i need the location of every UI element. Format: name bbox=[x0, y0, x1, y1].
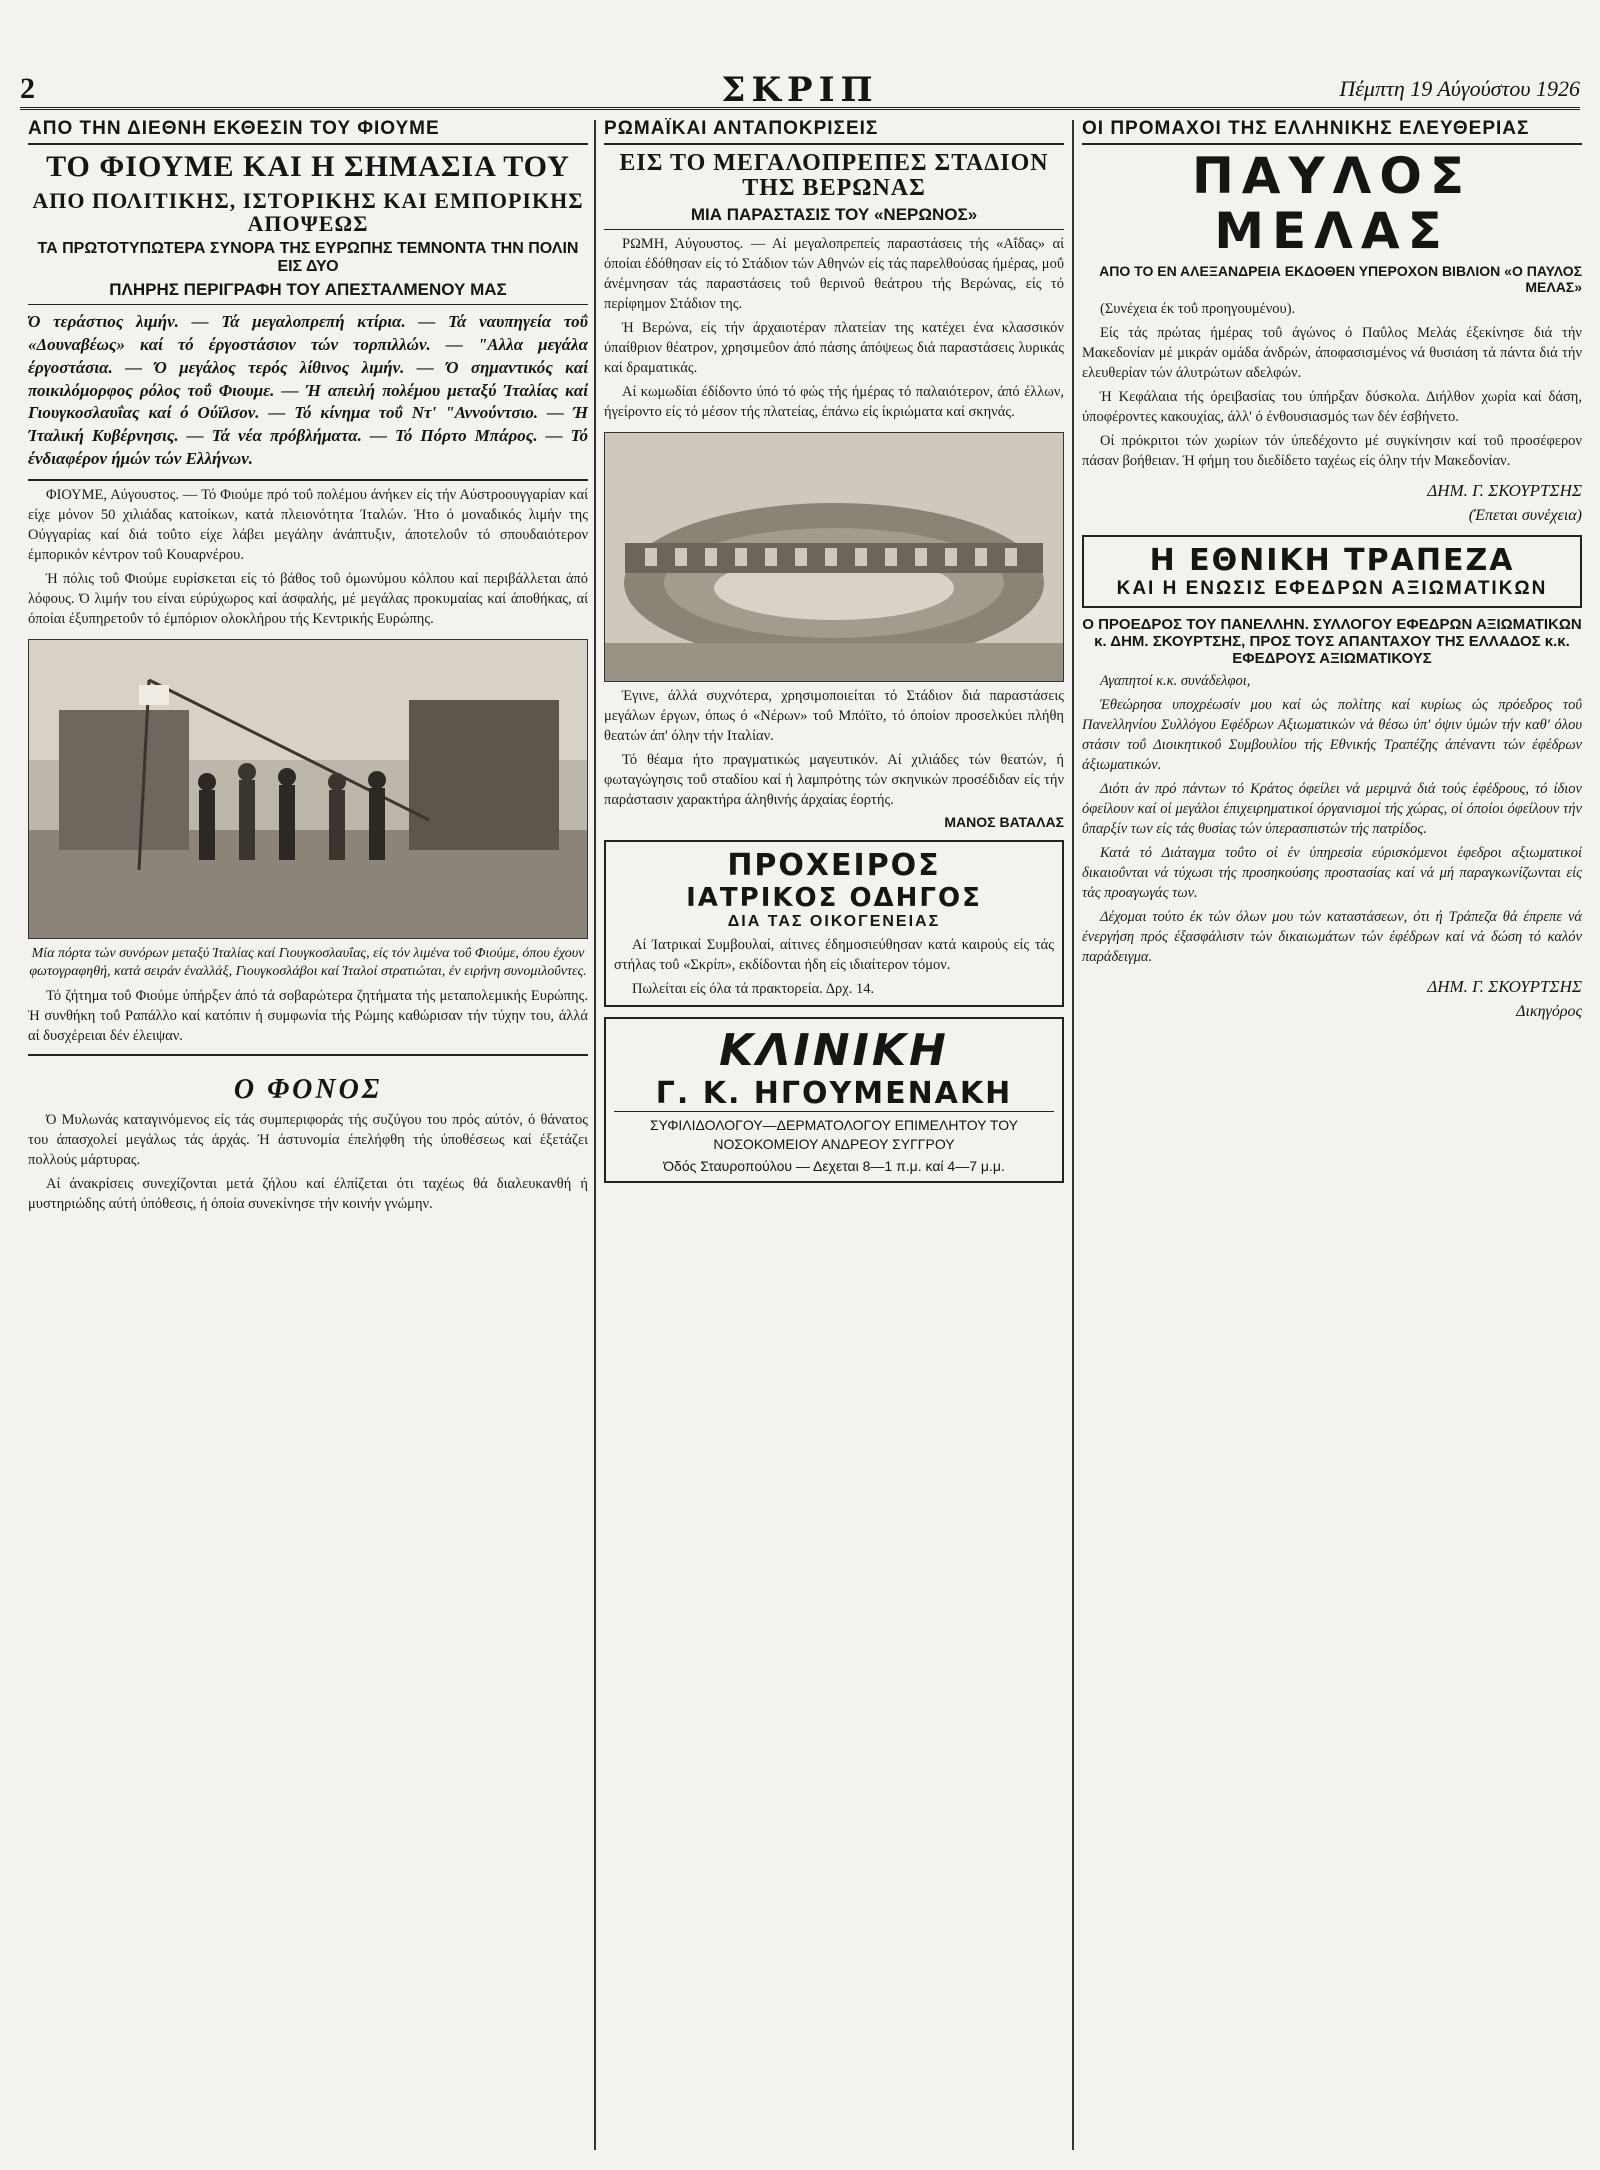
article-headline: ΤΟ ΦΙΟΥΜΕ ΚΑΙ Η ΣΗΜΑΣΙΑ ΤΟΥ bbox=[46, 150, 570, 183]
article-body bbox=[604, 234, 1064, 422]
paragraph: Ή πόλις τοΰ Φιούμε ευρίσκεται είς τό βάθος τοΰ όμωνύμου κόλπου καί περιβάλλεται άπό λόφους. Ό λιμήν του είναι εύρύχωρος καί άσφαλής, μέ μεγάλας προκυμαίας καί άποθήκας, αί όποίαι έξυπηρετοΰν τό έμπόριον ολοκλήρου τής Κεντρικής Ευρώπης. bbox=[28, 571, 588, 628]
section-title: Ο ΦΟΝΟΣ bbox=[233, 1073, 383, 1105]
ad-subtitle: ΔΙΑ ΤΑΣ ΟΙΚΟΓΕΝΕΙΑΣ bbox=[727, 913, 941, 931]
paper-name: ΣΚΡΙΠ bbox=[721, 70, 879, 110]
article-headline: Η ΕΘΝΙΚΗ ΤΡΑΠΕΖΑ bbox=[1149, 543, 1515, 578]
paragraph: Πωλείται είς όλα τά πρακτορεία. Δρχ. 14. bbox=[632, 981, 875, 998]
paragraph: Οί πρόκριτοι τών χωρίων τόν ύπεδέχοντο μέ συγκίνησιν καί τοΰ προσέφερον πάσαν βοήθειαν. Ή φήμη του διεδίδετο ταχέως είς όλην τήν Μακεδονίαν. bbox=[1082, 433, 1582, 469]
article-subheadline: ΚΑΙ Η ΕΝΩΣΙΣ ΕΦΕΔΡΩΝ ΑΞΙΩΜΑΤΙΚΩΝ bbox=[1116, 578, 1548, 599]
paragraph: Έθεώρησα υποχρέωσίν μου καί ώς πολίτης καί κυρίως ώς πρόεδρος τοΰ Πανελληνίου Συλλόγου Εφέδρων Αξιωματικών νά θέσω ύπ' όψιν ύμών τήν καθ' όλου στάσιν τοΰ Διοικητικοΰ Συμβουλίου τής Εθνικής Τραπέζης άπέναντι τών έφέδρων άξιωματικών. bbox=[1082, 697, 1582, 773]
article-body bbox=[28, 1110, 588, 1214]
article-byline: ΜΑΝΟΣ ΒΑΤΑΛΑΣ bbox=[944, 814, 1064, 831]
article-subdeck: ΜΙΑ ΠΑΡΑΣΤΑΣΙΣ ΤΟΥ «ΝΕΡΩΝΟΣ» bbox=[604, 205, 1064, 230]
border-photo bbox=[28, 639, 588, 939]
letter-signature-role: Δικηγόρος bbox=[1516, 1003, 1582, 1020]
arena-illustration-image bbox=[605, 433, 1063, 682]
arena-illustration bbox=[604, 432, 1064, 682]
paragraph: Κατά τό Διάταγμα τοΰτο οί έν ύπηρεσία εύρισκόμενοι έφεδροι αξιωματικοί δικαιοΰνται νά τύχωσι τής προσηκούσης προστασίας καί νά μή παραγκωνίζωνται είς τάς προαγωγάς των. bbox=[1082, 845, 1582, 901]
article-kicker: ΟΙ ΠΡΟΜΑΧΟΙ ΤΗΣ ΕΛΛΗΝΙΚΗΣ ΕΛΕΥΘΕΡΙΑΣ bbox=[1082, 118, 1582, 145]
article-signature: ΔΗΜ. Γ. ΣΚΟΥΡΤΣΗΣ bbox=[1427, 481, 1582, 500]
letter-signature: ΔΗΜ. Γ. ΣΚΟΥΡΤΣΗΣ bbox=[1427, 977, 1582, 996]
ad-medical-guide bbox=[604, 840, 1064, 1007]
photo-caption: Μία πόρτα τών συνόρων μεταξύ Ίταλίας καί Γιουγκοσλαυΐας, είς τόν λιμένα τοΰ Φιούμε, όπου έχουν φωτογραφηθή, κατά σειράν έναλλάξ, Γιουγκοσλάβοι καί Ίταλοί στρατιώται, έν ειρήνη συνομιλοΰντες. bbox=[29, 946, 587, 980]
article-national-bank bbox=[1082, 535, 1582, 608]
article-headline: ΕΙΣ ΤΟ ΜΕΓΑΛΟΠΡΕΠΕΣ ΣΤΑΔΙΟΝ ΤΗΣ ΒΕΡΩΝΑΣ bbox=[619, 150, 1049, 202]
article-fiume bbox=[28, 118, 588, 2138]
paragraph: (Συνέχεια έκ τοΰ προηγουμένου). bbox=[1100, 301, 1296, 317]
ad-clinic bbox=[604, 1017, 1064, 1183]
border-photo-image bbox=[29, 640, 587, 939]
article-body bbox=[1082, 299, 1582, 471]
paragraph: Τό ζήτημα τοΰ Φιούμε ύπήρξεν άπό τά σοβαρώτερα ζητήματα τής μεταπολεμικής Ευρώπης. Ή συνθήκη τοΰ Ραπάλλο καί κατόπιν ή συμφωνία τής Ρώμης καθώρισαν τήν τύχην του, άλλά αί δυσχέρειαι δέν έλειψαν. bbox=[28, 987, 588, 1044]
ad-title-secondary: ΙΑΤΡΙΚΟΣ ΟΔΗΓΟΣ bbox=[686, 883, 982, 914]
paragraph: Αί άνακρίσεις συνεχίζονται μετά ζήλου καί έλπίζεται ότι ταχέως θά διαλευκανθή ή μυστηριώδης αύτή ύπόθεσις, ή όποία συνεκίνησε τήν κοινήν γνώμην. bbox=[28, 1175, 588, 1212]
ad-text bbox=[614, 935, 1054, 999]
article-kicker: ΡΩΜΑΪΚΑΙ ΑΝΤΑΠΟΚΡΙΣΕΙΣ bbox=[604, 118, 1064, 145]
column-rule bbox=[594, 120, 596, 2150]
article-headline-secondary: ΑΠΟ ΠΟΛΙΤΙΚΗΣ, ΙΣΤΟΡΙΚΗΣ ΚΑΙ ΕΜΠΟΡΙΚΗΣ ΑΠΟΨΕΩΣ bbox=[32, 187, 584, 236]
paragraph: Είς τάς πρώτας ήμέρας τοΰ άγώνος ό Παΰλος Μελάς έξεκίνησε διά τήν Μακεδονίαν μέ μικράν ομάδα άνδρών, άποφασισμένος νά θυσιάση τά πάντα διά τήν ελευθερίαν τών άλυτρώτων αδελφών. bbox=[1082, 325, 1582, 381]
paragraph: ΦΙΟΥΜΕ, Αύγουστος. — Τό Φιούμε πρό τοΰ πολέμου άνήκεν είς τήν Αύστροουγγαρίαν καί είχε μόνον 50 χιλιάδας κατοίκων, κατά πλειονότητα Ίταλών. Ήτο ό μοναδικός λιμήν της Ούγγαρίας καί διά τοΰτο είχε λάβει μεγάλην άνάπτυξιν, άποτελοΰν τό σπουδαιότερον έμπορικόν κέντρον τοΰ Κουαρνέρου. bbox=[28, 487, 588, 564]
salutation: Αγαπητοί κ.κ. συνάδελφοι, bbox=[1100, 673, 1251, 689]
article-kicker: ΑΠΟ ΤΗΝ ΔΙΕΘΝΗ ΕΚΘΕΣΙΝ ΤΟΥ ΦΙΟΥΜΕ bbox=[28, 118, 588, 145]
paragraph: Ή Βερώνα, είς τήν άρχαιοτέραν πλατείαν της κατέχει ένα κλασσικόν ύπαίθριον θέατρον, χρησιμεΰον άπό πάσης άπόψεως διά παραστάσεις λυρικάς καί δραματικάς. bbox=[604, 320, 1064, 377]
paragraph: Αί Ίατρικαί Συμβουλαί, αίτινες έδημοσιεύθησαν κατά καιρούς είς τάς στήλας τοΰ «Σκρίπ», εκδίδονται ήδη είς ιδιαίτερον τόμον. bbox=[614, 937, 1054, 974]
divider bbox=[28, 1054, 588, 1056]
article-summary: Ό τεράστιος λιμήν. — Τά μεγαλοπρεπή κτίρια. — Τά ναυπηγεία τοΰ «Δουναβέως» καί τό έργοστάσιον τών τορπιλλών. — "Αλλα μεγάλα έργοστάσια. — Ό μεγάλος τερός λίθινος λιμήν. — Ό σημαντικός καί ποικιλόμορφος ρόλος τοΰ Φιουμε. — Ή απειλή πολέμου μεταξύ Ίταλίας καί Γιουγκοσλαυΐας καί ό Ούϊλσον. — Τό κίνημα τοΰ Ντ' "Αννούντσιο. — Ή Ίταλική Κυβέρνησις. — Τά νέα πρόβλήματα. — Τό Πόρτο Μπάρος. — Τό ένδιαφέρον ήμών τών Ελλήνων. bbox=[28, 311, 588, 482]
issue-date: Πέμπτη 19 Αύγούστου 1926 bbox=[1339, 76, 1580, 101]
article-title: ΠΑΥΛΟΣ ΜΕΛΑΣ bbox=[1191, 147, 1473, 260]
ad-clinic-address: Όδός Σταυροπούλου — Δεχεται 8—1 π.μ. καί 4—7 μ.μ. bbox=[663, 1157, 1005, 1174]
article-deck: ΤΑ ΠΡΩΤΟΤΥΠΩΤΕΡΑ ΣΥΝΟΡΑ ΤΗΣ ΕΥΡΩΠΗΣ ΤΕΜΝΟΝΤΑ ΤΗΝ ΠΟΛΙΝ ΕΙΣ ΔΥΟ bbox=[37, 239, 579, 275]
article-melas bbox=[1082, 118, 1582, 2138]
ad-title: ΠΡΟΧΕΙΡΟΣ bbox=[727, 848, 941, 884]
paragraph: Τό θέαμα ήτο πραγματικώς μαγευτικόν. Αί χιλιάδες τών θεατών, ή φωταγώγησις τοΰ σταδίου καί ή λαμπρότης τών σκηνικών προσέδιδαν είς τήν παράστασιν χαρακτήρα άληθινής άρχαίας έορτής. bbox=[604, 752, 1064, 809]
ad-clinic-name: Γ. Κ. ΗΓΟΥΜΕΝΑΚΗ bbox=[614, 1076, 1054, 1112]
article-lead: Ο ΠΡΟΕΔΡΟΣ ΤΟΥ ΠΑΝΕΛΛΗΝ. ΣΥΛΛΟΓΟΥ ΕΦΕΔΡΩΝ ΑΞΙΩΜΑΤΙΚΩΝ κ. ΔΗΜ. ΣΚΟΥΡΤΣΗΣ, ΠΡΟΣ ΤΟΥΣ ΑΠΑΝΤΑΧΟΥ ΤΗΣ ΕΛΛΑΔΟΣ κ.κ. ΕΦΕΔΡΟΥΣ ΑΞΙΩΜΑΤΙΚΟΥΣ bbox=[1082, 616, 1582, 667]
article-body bbox=[604, 686, 1064, 810]
paragraph: Δέχομαι τούτο έκ τών όλων μου τών καταστάσεων, ότι ή Τράπεζα θά έπρεπε νά ένεργήση πρός έξασφάλισιν τών δικαιωμάτων τών έφέδρων καί νά δώση τό καλόν παράδειγμα. bbox=[1082, 909, 1582, 965]
paragraph: Έγινε, άλλά συχνότερα, χρησιμοποιείται τό Στάδιον διά παραστάσεις μεγάλων έργων, όπως ό «Νέρων» τοΰ Μπόϊτο, τό όποίον προσελκύει πλήθη θεατών άπ' όλην τήν Ιταλίαν. bbox=[604, 688, 1064, 745]
ad-clinic-text: ΣΥΦΙΛΙΔΟΛΟΓΟΥ—ΔΕΡΜΑΤΟΛΟΓΟΥ ΕΠΙΜΕΛΗΤΟΥ ΤΟΥ ΝΟΣΟΚΟΜΕΙΟΥ ΑΝΔΡΕΟΥ ΣΥΓΓΡΟΥ bbox=[650, 1117, 1018, 1152]
article-body bbox=[1082, 671, 1582, 967]
article-subdeck: ΠΛΗΡΗΣ ΠΕΡΙΓΡΑΦΗ ΤΟΥ ΑΠΕΣΤΑΛΜΕΝΟΥ ΜΑΣ bbox=[28, 280, 588, 305]
paragraph: Ό Μυλωνάς καταγινόμενος είς τάς συμπεριφοράς τής συζύγου του πρός αύτόν, ό θάνατος του άπασχολεί μεγάλως τάς άρχάς. Ή άστυνομία έπελήφθη τής ύποθέσεως καί έξετάζει πολλούς μάρτυρας. bbox=[28, 1111, 588, 1168]
article-verona bbox=[604, 118, 1064, 2138]
continued-note: (Έπεται συνέχεια) bbox=[1468, 507, 1582, 524]
paragraph: ΡΩΜΗ, Αύγουστος. — Αί μεγαλοπρεπείς παραστάσεις τής «Αΐδας» αί όποίαι έδόθησαν είς τό Στάδιον τών Αθηνών είς τάς παρελθούσας ήμέρας, μοΰ άνέμνησαν τάς παραστάσεις τοΰ θερινοΰ θεάτρου τής Βερώνας, είς τό περίφημον Στάδιον της. bbox=[604, 236, 1064, 313]
column-rule bbox=[1072, 120, 1074, 2150]
paragraph: Ή Κεφάλαια τής όρειβασίας του ύπήρξαν δύσκολα. Διήλθον χωρία καί δάση, ύποφέροντες κακουχίας, άλλ' ό ένθουσιασμός των δέν έσβήνετο. bbox=[1082, 389, 1582, 425]
paragraph: Αί κωμωδίαι έδίδοντο ύπό τό φώς τής ήμέρας τό παλαιότερον, άπό έλλων, ήγείροντο είς τό μέσον τής πλατείας, έπάνω είς ίκριώματα καί σκηνάς. bbox=[604, 384, 1064, 421]
ad-clinic-heading: ΚΛΙΝΙΚΗ bbox=[719, 1025, 949, 1077]
page-number: 2 bbox=[20, 72, 35, 105]
article-body bbox=[28, 485, 588, 629]
article-source-note: ΑΠΟ ΤΟ ΕΝ ΑΛΕΞΑΝΔΡΕΙΑ ΕΚΔΟΘΕΝ ΥΠΕΡΟΧΟΝ ΒΙΒΛΙΟΝ «Ο ΠΑΥΛΟΣ ΜΕΛΑΣ» bbox=[1099, 263, 1582, 295]
paragraph: Διότι άν πρό πάντων τό Κράτος όφείλει νά μεριμνά διά τούς έφέδρους, τό ίδιον όφείλουν καί οί μεγάλοι έπιχειρηματικοί όργανισμοί τής χώρας, οί όποίοι όφείλουν τήν ΰπαρξίν των είς τάς θυσίας τών ύπερασπιστών τής πατρίδος. bbox=[1082, 781, 1582, 837]
masthead bbox=[20, 70, 1580, 110]
article-body bbox=[28, 986, 588, 1046]
